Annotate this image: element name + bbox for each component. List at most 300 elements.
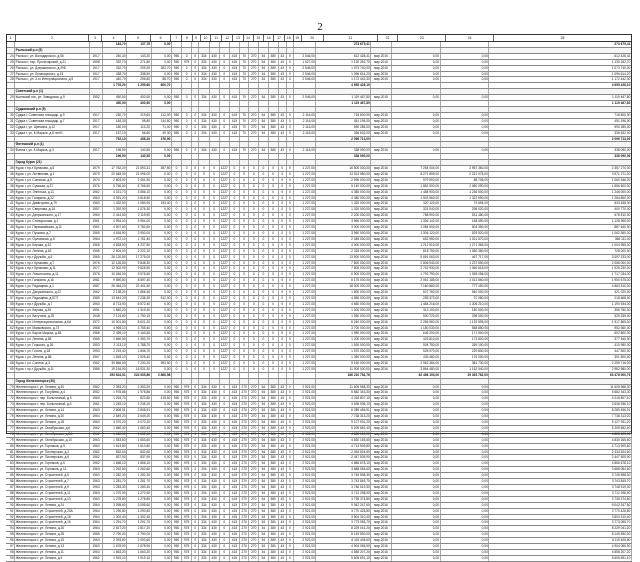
table-cell: Железногорск г, ул. Ленина, д.26 — [15, 526, 90, 531]
table-cell: 0 — [199, 207, 209, 212]
column-header: 25 — [494, 35, 632, 41]
table-cell — [172, 89, 182, 94]
table-cell: 270 — [249, 485, 259, 490]
table-cell: 0 — [172, 237, 182, 242]
table-cell: Железногорск г, ул. Ленина, д.14 — [15, 408, 90, 413]
table-cell: 0 — [269, 314, 279, 319]
table-cell: 380 — [269, 503, 279, 508]
table-cell — [294, 379, 316, 384]
table-cell — [259, 101, 268, 106]
table-cell: 975 — [182, 402, 192, 407]
table-cell: 54 — [259, 402, 268, 407]
table-cell: 975 — [182, 414, 192, 419]
table-cell: 1976 — [90, 261, 102, 266]
table-cell: 1977 — [90, 266, 102, 271]
table-cell: 270 — [240, 503, 249, 508]
table-cell: 0 — [182, 302, 192, 307]
table-cell: 0 — [269, 243, 279, 248]
table-cell: Курск г, ул. Сверлова, д.16 — [15, 207, 90, 212]
table-cell — [392, 154, 441, 159]
table-cell: 1960 — [90, 201, 102, 206]
column-header: 12 — [222, 35, 233, 41]
table-cell: 415 — [230, 60, 240, 65]
table-cell — [90, 373, 102, 378]
table-cell: 2 808,91 — [103, 408, 127, 413]
table-cell: 137,76 — [127, 42, 151, 47]
table-cell: 0 — [230, 320, 240, 325]
table-cell: 0 — [240, 255, 249, 260]
table-cell: 54 — [259, 503, 268, 508]
table-cell: 77 — [6, 426, 15, 431]
table-cell: 332,70 — [103, 66, 127, 71]
table-cell: 0 — [210, 320, 220, 325]
table-cell: 0 — [172, 320, 182, 325]
table-cell: 415 — [230, 408, 240, 413]
table-cell: Курск г, ул. Гоголя, д.18 — [15, 349, 90, 354]
table-cell: 0,00 — [392, 520, 441, 525]
table-cell: 0 — [210, 266, 220, 271]
table-cell: 43 — [279, 515, 287, 520]
table-cell: мар.2016 — [371, 367, 391, 372]
table-cell: 45 — [6, 225, 15, 230]
table-cell: 1917 — [90, 66, 102, 71]
table-cell: 2 921,00 — [294, 414, 316, 419]
table-cell: 42 — [6, 207, 15, 212]
table-cell: 0 — [199, 213, 209, 218]
table-cell: 5 140 000,00 — [316, 184, 371, 189]
table-cell: 950 — [172, 550, 182, 555]
table-cell: Курск г, ул. Союзная, д.5 — [15, 178, 90, 183]
table-cell: 1961 — [90, 219, 102, 224]
table-cell: 0,00 — [441, 390, 490, 395]
table-cell: 3 782,60 — [127, 225, 151, 230]
table-cell: 1 678,90 — [103, 544, 127, 549]
table-cell: 0 — [172, 166, 182, 171]
table-cell: 2 996 000,00 — [316, 178, 371, 183]
table-cell: 0 — [279, 320, 287, 325]
table-cell: 2 921,00 — [294, 509, 316, 514]
table-cell: 0 — [182, 207, 192, 212]
table-cell: 0 — [269, 284, 279, 289]
table-cell: 0 — [249, 367, 259, 372]
table-cell: 334 — [199, 497, 209, 502]
table-cell: 4 828 120,90 — [489, 432, 632, 437]
table-cell: 1 237 590,00 — [441, 261, 490, 266]
table-cell: 2 096 713,00 — [316, 137, 371, 142]
table-cell: 0 — [287, 72, 294, 77]
table-cell — [192, 101, 199, 106]
table-cell: 0,00 — [392, 72, 441, 77]
table-cell: 54 — [259, 538, 268, 543]
table-cell: 950 — [172, 450, 182, 455]
table-cell: 2 163,50 — [127, 331, 151, 336]
column-header: 23 — [398, 35, 446, 41]
table-cell: 270 — [240, 526, 249, 531]
table-cell: 0 — [279, 290, 287, 295]
table-cell: 1963 — [90, 196, 102, 201]
table-cell: 2 921,00 — [294, 461, 316, 466]
table-cell: 0 — [199, 296, 209, 301]
table-cell: 41 — [6, 201, 15, 206]
table-cell — [6, 137, 15, 142]
table-cell: 1 270,90 — [103, 491, 127, 496]
table-cell: 57 — [6, 296, 15, 301]
table-cell: 0,00 — [441, 544, 490, 549]
table-cell — [230, 89, 240, 94]
table-cell: 5 682 343,30 — [489, 390, 632, 395]
table-cell — [441, 89, 490, 94]
table-cell: 43 — [279, 60, 287, 65]
table-cell: 54 — [259, 544, 268, 549]
table-cell: 3 300 000,00 — [316, 225, 371, 230]
table-cell: 0 — [210, 261, 220, 266]
table-cell: 400 770,00 — [489, 207, 632, 212]
table-cell: 0 — [230, 261, 240, 266]
table-cell: 0,00 — [441, 520, 490, 525]
table-cell — [371, 101, 391, 106]
table-cell: 1 000 000,00 — [316, 308, 371, 313]
table-cell: 0 — [192, 444, 199, 449]
table-cell: 270 — [240, 473, 249, 478]
table-cell — [240, 373, 249, 378]
table-cell — [269, 89, 279, 94]
table-cell: Курск г, ул. Кирова, д.32 — [15, 243, 90, 248]
table-cell: 1 792 790,00 — [392, 272, 441, 277]
table-cell: 380 — [269, 497, 279, 502]
table-cell: 0 — [279, 201, 287, 206]
table-cell — [287, 48, 294, 53]
table-cell: Курск г, ул. Радищева, д.1 — [15, 284, 90, 289]
table-cell: Курск г, ул. Маяковского, д.73 — [15, 326, 90, 331]
table-cell: 1227 — [220, 249, 230, 254]
table-cell: мар.2016 — [371, 402, 391, 407]
table-cell: 43 — [279, 503, 287, 508]
table-cell: 270 — [249, 60, 259, 65]
table-cell: 0 — [269, 272, 279, 277]
table-cell: 415 — [230, 544, 240, 549]
table-cell: 78 — [6, 432, 15, 437]
table-cell: 2 116,00 — [294, 131, 316, 136]
table-cell: 0 — [249, 243, 259, 248]
table-cell: 334 — [199, 532, 209, 537]
table-cell: 380 — [269, 461, 279, 466]
table-cell: 950 — [172, 385, 182, 390]
table-cell: 0 — [249, 231, 259, 236]
table-cell — [269, 42, 279, 47]
table-cell: 0 — [172, 219, 182, 224]
table-cell: 0 — [220, 544, 230, 549]
table-cell: 54 — [259, 485, 268, 490]
table-cell: мар.2016 — [371, 550, 391, 555]
table-cell — [182, 83, 192, 88]
table-cell: 43 — [279, 461, 287, 466]
table-cell: 70 — [6, 385, 15, 390]
table-cell: 69 — [6, 367, 15, 372]
table-cell: 0,00 — [392, 148, 441, 153]
table-cell: 1962 — [90, 426, 102, 431]
table-cell: 273 675,41 — [316, 42, 371, 47]
table-cell — [220, 154, 230, 159]
table-cell: 1 062 360,00 — [489, 231, 632, 236]
table-cell: мар.2015 — [371, 72, 391, 77]
table-cell: 43 — [279, 54, 287, 59]
table-cell: 380 — [269, 66, 279, 71]
table-cell: 0,00 — [441, 54, 490, 59]
table-cell: 70 — [240, 66, 249, 71]
table-cell: 1 076,30 — [127, 207, 151, 212]
table-cell — [279, 107, 287, 112]
table-cell: 0,00 — [152, 444, 172, 449]
table-cell: 43 — [279, 473, 287, 478]
table-cell: 0 — [220, 426, 230, 431]
table-cell: 380 — [269, 538, 279, 543]
table-cell: 2 921,00 — [294, 485, 316, 490]
table-cell: 0 — [279, 337, 287, 342]
table-cell: 0 — [192, 284, 199, 289]
table-cell: 0 — [240, 320, 249, 325]
table-cell: 0 — [210, 314, 220, 319]
table-cell: 0 — [287, 255, 294, 260]
table-cell: Курск г, ул. Карла Маркса, д.65 — [15, 331, 90, 336]
table-cell: 0 — [182, 72, 192, 77]
table-cell: Железногорск г, ул. Горняков, д.9 — [15, 444, 90, 449]
table-cell: 3 636 936,10 — [489, 402, 632, 407]
table-cell: 270 — [240, 408, 249, 413]
table-cell: 0 — [287, 538, 294, 543]
table-cell: 415 — [230, 131, 240, 136]
table-cell — [287, 83, 294, 88]
table-cell: 0,00 — [152, 408, 172, 413]
table-cell: 1 978,86 — [127, 390, 151, 395]
table-cell: 0 — [172, 355, 182, 360]
table-cell: 2 921,00 — [294, 402, 316, 407]
table-cell: 1227 — [220, 178, 230, 183]
table-cell: 0 — [287, 213, 294, 218]
table-cell: 43 — [279, 438, 287, 443]
table-cell: 4 904 066,90 — [316, 544, 371, 549]
table-cell: 1965 — [90, 532, 102, 537]
table-cell: 1963 — [90, 467, 102, 472]
table-cell: 0,00 — [441, 491, 490, 496]
table-cell: 415 — [230, 515, 240, 520]
table-cell: 1 227,00 — [294, 243, 316, 248]
table-cell: 0 — [192, 131, 199, 136]
table-cell: 66,60 — [127, 131, 151, 136]
table-cell: 0 — [287, 261, 294, 266]
table-cell — [240, 42, 249, 47]
table-cell: 43 — [279, 526, 287, 531]
table-cell: 380 — [269, 72, 279, 77]
table-cell: 1 227,00 — [294, 219, 316, 224]
table-cell: 70 — [240, 60, 249, 65]
table-cell: 0 — [220, 526, 230, 531]
table-cell: 2 921,00 — [294, 497, 316, 502]
table-cell: 0,00 — [152, 438, 172, 443]
table-cell: 4 818,90 — [103, 243, 127, 248]
table-cell: 1 021 570,00 — [441, 237, 490, 242]
table-cell: 0 — [220, 396, 230, 401]
table-cell: 0 — [240, 249, 249, 254]
table-cell: 0 — [269, 255, 279, 260]
table-cell: Курск г, пр-т Дружбы, д.11 — [15, 367, 90, 372]
table-cell: 2 921,00 — [294, 503, 316, 508]
table-cell: 832,60 — [103, 450, 127, 455]
table-cell: мар.2016 — [371, 201, 391, 206]
table-cell: мар.2016 — [371, 337, 391, 342]
table-cell: 1963 — [90, 491, 102, 496]
table-cell: 4 830 165,60 — [316, 438, 371, 443]
table-cell — [316, 379, 371, 384]
table-cell: 400,50 — [127, 95, 151, 100]
table-cell: 380 — [269, 426, 279, 431]
table-cell: 1948 — [90, 314, 102, 319]
table-cell: Курск г, ул. Первомайская, д.11 — [15, 225, 90, 230]
table-cell: 0 — [199, 266, 209, 271]
table-cell: 0 — [210, 284, 220, 289]
table-cell: 1 200 000,00 — [316, 337, 371, 342]
table-cell: 0 — [220, 402, 230, 407]
table-cell: 0,00 — [441, 420, 490, 425]
table-cell: 2 921,00 — [294, 455, 316, 460]
table-cell: 334 — [199, 538, 209, 543]
table-cell: 975 — [182, 544, 192, 549]
table-cell — [489, 379, 632, 384]
table-cell: 0 — [192, 302, 199, 307]
table-cell: 0 — [172, 261, 182, 266]
table-cell — [199, 154, 209, 159]
table-cell: 0 — [287, 95, 294, 100]
table-cell: 0 — [172, 343, 182, 348]
table-cell: 70 — [240, 125, 249, 130]
table-cell — [172, 83, 182, 88]
table-cell: 8 289 456,91 — [316, 408, 371, 413]
table-cell: 0,00 — [392, 497, 441, 502]
table-cell: 0 — [249, 207, 259, 212]
table-cell: 1 227,00 — [294, 302, 316, 307]
table-cell: 0 — [287, 420, 294, 425]
table-cell: 334 — [199, 438, 209, 443]
table-cell — [6, 154, 15, 159]
table-cell: 0 — [230, 290, 240, 295]
table-cell: 0 — [182, 113, 192, 118]
table-cell: 0,00 — [152, 532, 172, 537]
table-cell — [90, 42, 102, 47]
table-cell: 0 — [240, 213, 249, 218]
table-cell: 0 — [287, 207, 294, 212]
table-cell: 0 — [192, 166, 199, 171]
table-cell: 2 119,90 — [127, 213, 151, 218]
table-cell — [172, 373, 182, 378]
table-cell: 88 — [6, 491, 15, 496]
table-cell: 0 — [210, 302, 220, 307]
table-cell — [392, 101, 441, 106]
table-cell: Железногорск г, ул. Ленина, д.15 — [15, 538, 90, 543]
table-cell: 0 — [210, 367, 220, 372]
table-cell: 0 — [259, 255, 268, 260]
table-cell: 1 259,60 — [127, 83, 151, 88]
table-cell: 43 — [279, 509, 287, 514]
table-cell — [199, 142, 209, 147]
table-cell: 0 — [172, 255, 182, 260]
table-cell: 47 — [6, 237, 15, 242]
table-cell: 2 921,00 — [294, 550, 316, 555]
table-cell: 0 — [182, 308, 192, 313]
table-cell — [279, 373, 287, 378]
table-cell: Курск г, пр-т Дружбы, д.7 — [15, 302, 90, 307]
table-cell: 1 530 000,00 — [316, 343, 371, 348]
table-cell: 9 576,50 — [127, 272, 151, 277]
table-cell: 400,50 — [127, 101, 151, 106]
column-header: 18 — [285, 35, 294, 41]
table-cell: 0,00 — [441, 509, 490, 514]
table-cell: 270 — [249, 515, 259, 520]
table-cell: 652 950,00 — [392, 237, 441, 242]
table-cell: 338,50 — [127, 72, 151, 77]
table-cell: 0,00 — [152, 101, 172, 106]
table-cell: 1962 — [90, 461, 102, 466]
table-cell: 975 — [182, 491, 192, 496]
table-cell: 26 464,20 — [103, 284, 127, 289]
table-cell — [192, 142, 199, 147]
table-cell: 0 — [230, 349, 240, 354]
table-cell — [287, 154, 294, 159]
table-cell: 1 152 540,00 — [441, 367, 490, 372]
table-cell — [371, 83, 391, 88]
table-cell: 0,00 — [392, 408, 441, 413]
table-cell — [90, 83, 102, 88]
table-cell: 0,00 — [392, 526, 441, 531]
table-cell — [220, 42, 230, 47]
table-cell: 0,00 — [152, 491, 172, 496]
table-cell: 1917 — [90, 77, 102, 82]
table-cell — [6, 107, 15, 112]
table-cell: Суджа г, ул. Щепкина, д.12 — [15, 125, 90, 130]
table-cell — [287, 89, 294, 94]
table-cell — [172, 154, 182, 159]
table-cell: 415 — [230, 77, 240, 82]
table-cell — [294, 42, 316, 47]
table-cell: 1 060 618,00 — [441, 266, 490, 271]
table-cell: 975 — [182, 550, 192, 555]
table-cell: 4 850 000,00 — [316, 296, 371, 301]
table-cell: 270 — [240, 479, 249, 484]
table-cell: 334 — [199, 450, 209, 455]
table-cell: 950 — [172, 95, 182, 100]
table-cell: 0 — [182, 290, 192, 295]
table-cell: 0 — [230, 219, 240, 224]
table-cell — [192, 154, 199, 159]
table-cell: мар.2015 — [371, 119, 391, 124]
table-cell: 3 954,00 — [127, 219, 151, 224]
table-cell: 3 688 054,60 — [489, 467, 632, 472]
table-cell: 0,00 — [441, 497, 490, 502]
table-cell: 0 — [182, 272, 192, 277]
table-cell: 0 — [172, 290, 182, 295]
table-cell: 0 — [220, 520, 230, 525]
table-cell: 1 270,90 — [127, 491, 151, 496]
table-cell: 2 866,98 — [152, 373, 172, 378]
table-cell: 88,70 — [152, 77, 172, 82]
table-cell: 0 — [182, 296, 192, 301]
table-cell: 950 — [172, 131, 182, 136]
column-header: 3 — [89, 35, 102, 41]
table-cell: 0 — [269, 219, 279, 224]
table-cell: 1 320 000,00 — [316, 201, 371, 206]
table-cell: 52 — [6, 266, 15, 271]
table-cell: 950 — [172, 479, 182, 484]
table-cell: 0 — [269, 178, 279, 183]
table-cell: 2 962 384,00 — [392, 361, 441, 366]
